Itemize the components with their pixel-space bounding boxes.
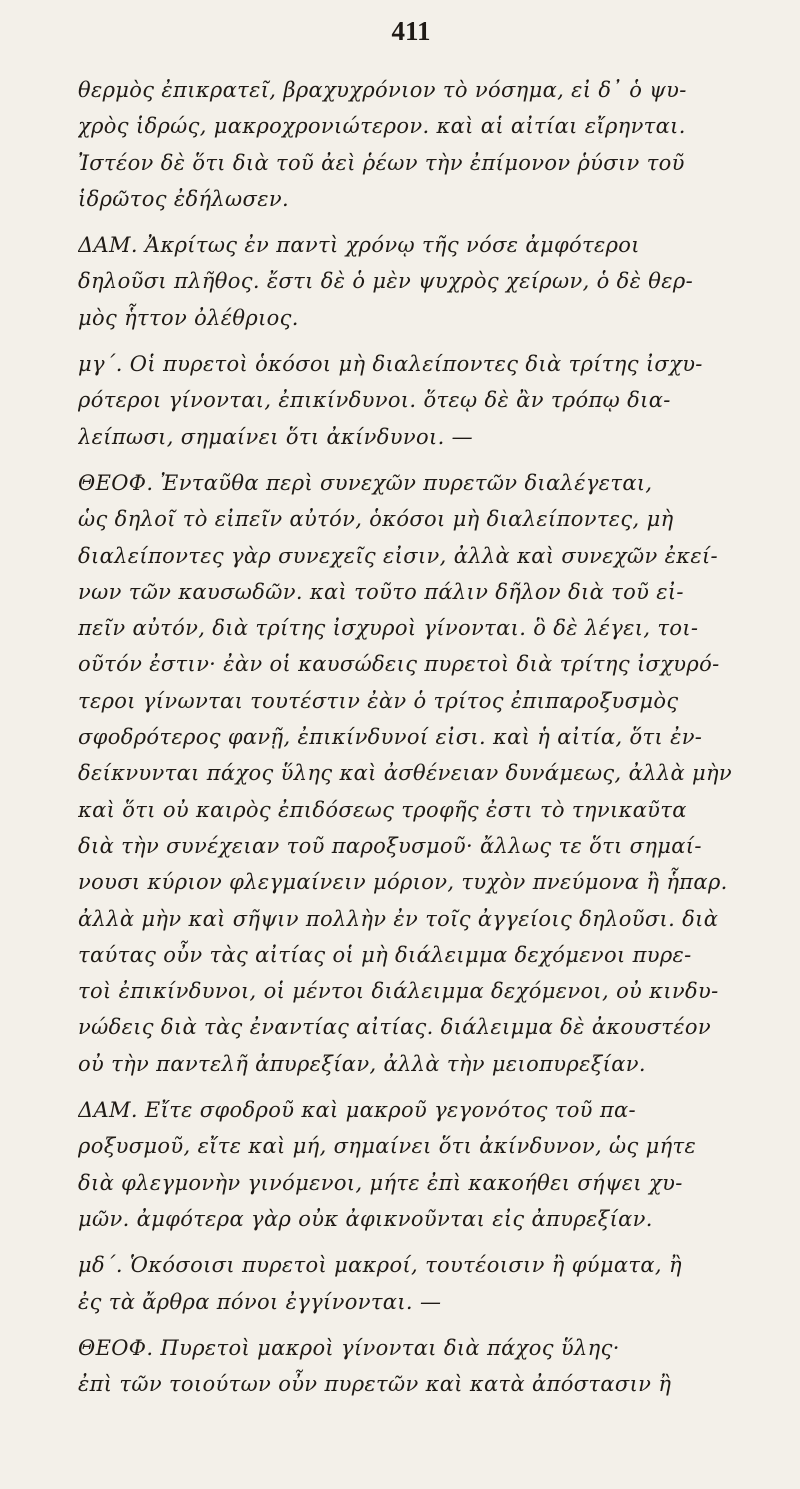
page-number: 411 bbox=[391, 16, 431, 46]
text-line: τοὶ ἐπικίνδυνοι, οἱ μέντοι διάλειμμα δεχόμενοι, οὐ κινδυ- bbox=[78, 979, 719, 1004]
text-line: διὰ τὴν συνέχειαν τοῦ παροξυσμοῦ· ἄλλως τε ὅτι σημαί- bbox=[78, 833, 702, 858]
text-line: ρότεροι γίνονται, ἐπικίνδυνοι. ὅτεῳ δὲ ἂν τρόπῳ δια- bbox=[78, 388, 671, 413]
text-line: καὶ ὅτι οὐ καιρὸς ἐπιδόσεως τροφῆς ἐστι τὸ τηνικαῦτα bbox=[78, 797, 687, 822]
text-line: χρὸς ἱδρώς, μακροχρονιώτερον. καὶ αἱ αἰτίαι εἴρηνται. bbox=[78, 114, 686, 139]
text-line: μδ΄. Ὁκόσοισι πυρετοὶ μακροί, τουτέοισιν ἢ φύματα, ἢ bbox=[78, 1253, 682, 1278]
text-line: μὸς ἧττον ὀλέθριος. bbox=[78, 305, 299, 330]
body-text bbox=[78, 72, 744, 1402]
text-line: διὰ φλεγμονὴν γινόμενοι, μήτε ἐπὶ κακοήθει σήψει χυ- bbox=[78, 1170, 683, 1195]
text-line: λείπωσι, σημαίνει ὅτι ἀκίνδυνοι. — bbox=[78, 424, 474, 449]
text-line: νων τῶν καυσωδῶν. καὶ τοῦτο πάλιν δῆλον διὰ τοῦ εἰ- bbox=[78, 579, 684, 604]
paragraph-gap bbox=[78, 1237, 744, 1247]
text-line: ἐπὶ τῶν τοιούτων οὖν πυρετῶν καὶ κατὰ ἀπόστασιν ἢ bbox=[78, 1372, 672, 1397]
text-line: ταύτας οὖν τὰς αἰτίας οἱ μὴ διάλειμμα δεχόμενοι πυρε- bbox=[78, 942, 692, 967]
text-line: πεῖν αὐτόν, διὰ τρίτης ἰσχυροὶ γίνονται. ὃ δὲ λέγει, τοι- bbox=[78, 616, 699, 641]
text-line: ΔΑΜ. Ἀκρίτως ἐν παντὶ χρόνῳ τῆς νόσε ἀμφότεροι bbox=[78, 233, 640, 258]
paragraph-gap bbox=[78, 336, 744, 346]
text-line: τεροι γίνωνται τουτέστιν ἐὰν ὁ τρίτος ἐπιπαροξυσμὸς bbox=[78, 688, 679, 713]
text-line: ροξυσμοῦ, εἴτε καὶ μή, σημαίνει ὅτι ἀκίνδυνον, ὡς μήτε bbox=[78, 1134, 697, 1159]
text-line: νουσι κύριον φλεγμαίνειν μόριον, τυχὸν πνεύμονα ἢ ἧπαρ. bbox=[78, 870, 728, 895]
paragraph-gap bbox=[78, 455, 744, 465]
text-line: οὐ τὴν παντελῆ ἀπυρεξίαν, ἀλλὰ τὴν μειοπυρεξίαν. bbox=[78, 1051, 646, 1076]
text-line: οῦτόν ἐστιν· ἐὰν οἱ καυσώδεις πυρετοὶ διὰ τρίτης ἰσχυρό- bbox=[78, 652, 720, 677]
paragraph-gap bbox=[78, 1320, 744, 1330]
text-line: ΘΕΟΦ. Ἐνταῦθα περὶ συνεχῶν πυρετῶν διαλέγεται, bbox=[78, 470, 653, 495]
text-line: δηλοῦσι πλῆθος. ἔστι δὲ ὁ μὲν ψυχρὸς χείρων, ὁ δὲ θερ- bbox=[78, 269, 694, 294]
text-line: μγ΄. Οἱ πυρετοὶ ὁκόσοι μὴ διαλείποντες διὰ τρίτης ἰσχυ- bbox=[78, 352, 703, 377]
text-line: σφοδρότερος φανῇ, ἐπικίνδυνοί εἰσι. καὶ ἡ αἰτία, ὅτι ἐν- bbox=[78, 725, 703, 750]
text-line: διαλείποντες γὰρ συνεχεῖς εἰσιν, ἀλλὰ καὶ συνεχῶν ἐκεί- bbox=[78, 543, 718, 568]
text-line: ΘΕΟΦ. Πυρετοὶ μακροὶ γίνονται διὰ πάχος ὕλης· bbox=[78, 1335, 620, 1360]
text-line: ἱδρῶτος ἐδήλωσεν. bbox=[78, 186, 289, 211]
text-line: νώδεις διὰ τὰς ἐναντίας αἰτίας. διάλειμμα δὲ ἀκουστέον bbox=[78, 1015, 711, 1040]
text-line: ἀλλὰ μὴν καὶ σῆψιν πολλὴν ἐν τοῖς ἀγγείοις δηλοῦσι. διὰ bbox=[78, 906, 719, 931]
text-line: δείκνυνται πάχος ὕλης καὶ ἀσθένειαν δυνάμεως, ἀλλὰ μὴν bbox=[78, 761, 733, 786]
text-line: Ἰστέον δὲ ὅτι διὰ τοῦ ἀεὶ ῥέων τὴν ἐπίμονον ῥύσιν τοῦ bbox=[78, 150, 685, 175]
text-line: θερμὸς ἐπικρατεῖ, βραχυχρόνιον τὸ νόσημα, εἰ δ᾽ ὁ ψυ- bbox=[78, 78, 687, 102]
paragraph-gap bbox=[78, 1082, 744, 1092]
text-line: ΔΑΜ. Εἴτε σφοδροῦ καὶ μακροῦ γεγονότος τοῦ πα- bbox=[78, 1098, 636, 1123]
paragraph-gap bbox=[78, 217, 744, 227]
text-line: ὡς δηλοῖ τὸ εἰπεῖν αὐτόν, ὁκόσοι μὴ διαλείποντες, μὴ bbox=[78, 507, 674, 532]
text-line: ἐς τὰ ἄρθρα πόνοι ἐγγίνονται. — bbox=[78, 1289, 442, 1314]
text-line: μῶν. ἀμφότερα γὰρ οὐκ ἀφικνοῦνται εἰς ἀπυρεξίαν. bbox=[78, 1206, 653, 1231]
